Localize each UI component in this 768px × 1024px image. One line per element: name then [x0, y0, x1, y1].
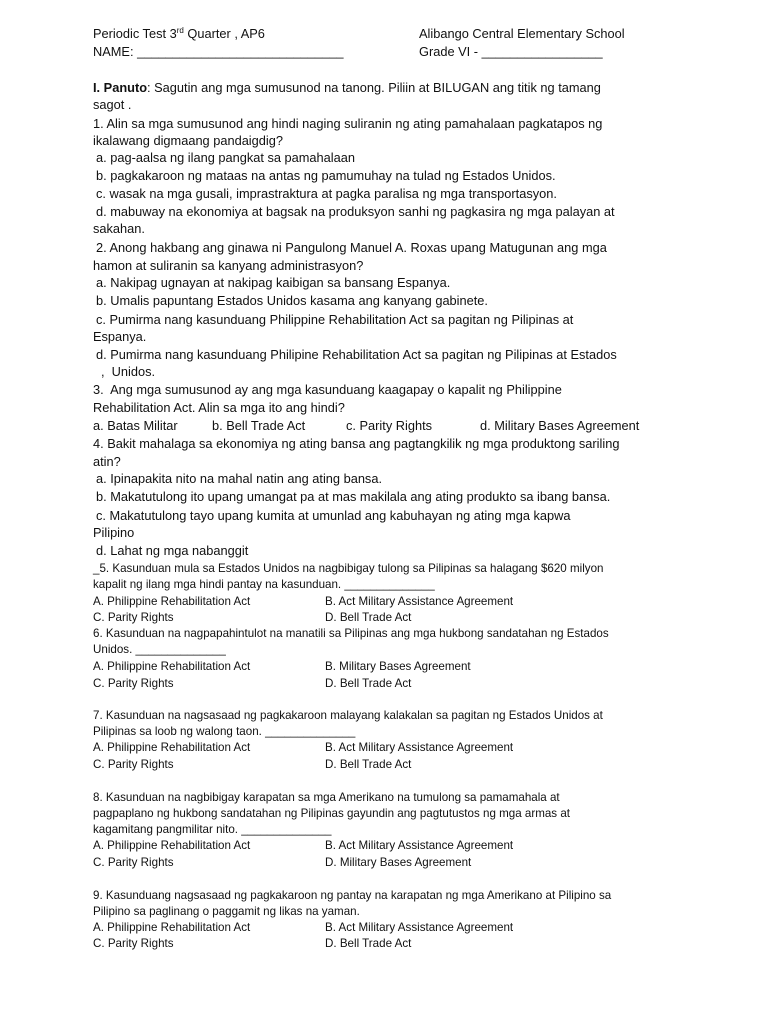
- question-3-choice-a: a. Batas Militar: [93, 418, 178, 433]
- question-4-choice-b: b. Makatutulong ito upang umangat pa at mas makilala ang ating produkto sa ibang bansa.: [96, 489, 611, 504]
- grade-blank: _________________: [481, 44, 603, 59]
- question-1-choice-d-cont: sakahan.: [93, 221, 145, 236]
- question-6-option-a: A. Philippine Rehabilitation Act: [93, 660, 251, 673]
- question-4-choice-c: c. Makatutulong tayo upang kumita at umunlad ang kabuhayan ng ating mga kapwa: [96, 508, 571, 523]
- question-8-stem: 8. Kasunduan na nagbibigay karapatan sa mga Amerikano na tumulong sa pamamahala at: [93, 791, 560, 804]
- test-title-superscript: rd: [176, 26, 184, 35]
- question-7-stem-cont: Pilipinas sa loob ng walong taon. ______________: [93, 725, 356, 738]
- question-8-option-c: C. Parity Rights: [93, 856, 174, 869]
- question-2-stem-cont: hamon at suliranin sa kanyang administrasyon?: [93, 258, 364, 273]
- question-3-stem-cont: Rehabilitation Act. Alin sa mga ito ang hindi?: [93, 400, 345, 415]
- question-6-option-c: C. Parity Rights: [93, 677, 174, 690]
- question-8-option-d: D. Military Bases Agreement: [325, 856, 472, 869]
- instructions-text: : Sagutin ang mga sumusunod na tanong. Piliin at BILUGAN ang titik ng tamang: [147, 80, 601, 95]
- question-1-choice-b: b. pagkakaroon ng mataas na antas ng pamumuhay na tulad ng Estados Unidos.: [96, 168, 556, 183]
- question-2-choice-d-cont: , Unidos.: [101, 364, 156, 379]
- test-title-main: Periodic Test 3: [93, 26, 177, 41]
- question-2-choice-c: c. Pumirma nang kasunduang Philippine Rehabilitation Act sa pagitan ng Pilipinas at: [96, 312, 574, 327]
- question-2-stem: 2. Anong hakbang ang ginawa ni Pangulong Manuel A. Roxas upang Matugunan ang mga: [96, 240, 607, 255]
- question-1-stem: 1. Alin sa mga sumusunod ang hindi naging suliranin ng ating pamahalaan pagkatapos ng: [93, 116, 603, 131]
- question-8-stem-cont-2: kagamitang pangmilitar nito. ______________: [93, 823, 332, 836]
- question-8-option-b: B. Act Military Assistance Agreement: [325, 839, 514, 852]
- question-4-choice-a: a. Ipinapakita nito na mahal natin ang ating bansa.: [96, 471, 383, 486]
- question-7-stem: 7. Kasunduan na nagsasaad ng pagkakaroon malayang kalakalan sa pagitan ng Estados Unidos at: [93, 709, 603, 722]
- test-title-rest: Quarter , AP6: [183, 26, 265, 41]
- question-3-choice-d: d. Military Bases Agreement: [480, 418, 640, 433]
- test-title: [93, 26, 265, 42]
- question-3-choice-c: c. Parity Rights: [346, 418, 433, 433]
- name-field: [93, 44, 344, 60]
- question-7-option-d: D. Bell Trade Act: [325, 758, 412, 771]
- question-5-option-b: B. Act Military Assistance Agreement: [325, 595, 514, 608]
- question-9-option-b: B. Act Military Assistance Agreement: [325, 921, 514, 934]
- question-6-stem-cont: Unidos. ______________: [93, 643, 226, 656]
- question-3-choice-b: b. Bell Trade Act: [212, 418, 306, 433]
- question-9-option-a: A. Philippine Rehabilitation Act: [93, 921, 251, 934]
- question-2-choice-b: b. Umalis papuntang Estados Unidos kasama ang kanyang gabinete.: [96, 293, 488, 308]
- question-8-stem-cont-1: pagpaplano ng hukbong sandatahan ng Pilipinas gayundin ang pagtutustos ng mga armas at: [93, 807, 570, 820]
- question-7-option-a: A. Philippine Rehabilitation Act: [93, 741, 251, 754]
- question-9-stem: 9. Kasunduang nagsasaad ng pagkakaroon ng pantay na karapatan ng mga Amerikano at Pilipino sa: [93, 889, 612, 902]
- question-9-option-c: C. Parity Rights: [93, 937, 174, 950]
- question-5-option-d: D. Bell Trade Act: [325, 611, 412, 624]
- question-5-stem: _5. Kasunduan mula sa Estados Unidos na nagbibigay tulong sa Pilipinas sa halagang $620 milyon: [93, 562, 604, 575]
- question-7-option-c: C. Parity Rights: [93, 758, 174, 771]
- question-6-option-d: D. Bell Trade Act: [325, 677, 412, 690]
- school-name: Alibango Central Elementary School: [419, 26, 625, 41]
- question-6-option-b: B. Military Bases Agreement: [325, 660, 471, 673]
- question-5-option-c: C. Parity Rights: [93, 611, 174, 624]
- question-1-choice-c: c. wasak na mga gusali, imprastraktura at pagka paralisa ng mga transportasyon.: [96, 186, 557, 201]
- question-9-stem-cont: Pilipino sa paglinang o paggamit ng likas na yaman.: [93, 905, 360, 918]
- instructions-line-2: sagot .: [93, 97, 132, 112]
- question-8-option-a: A. Philippine Rehabilitation Act: [93, 839, 251, 852]
- question-1-choice-a: a. pag-aalsa ng ilang pangkat sa pamahalaan: [96, 150, 355, 165]
- instructions-line-1: [93, 80, 601, 96]
- question-1-stem-cont: ikalawang digmaang pandaigdig?: [93, 133, 283, 148]
- question-4-choice-d: d. Lahat ng mga nabanggit: [96, 543, 249, 558]
- question-2-choice-c-cont: Espanya.: [93, 329, 147, 344]
- question-2-choice-d: d. Pumirma nang kasunduang Philipine Rehabilitation Act sa pagitan ng Pilipinas at Estados: [96, 347, 617, 362]
- grade-field: [419, 44, 603, 60]
- question-4-stem: 4. Bakit mahalaga sa ekonomiya ng ating bansa ang pagtangkilik ng mga produktong sariling: [93, 436, 620, 451]
- question-7-option-b: B. Act Military Assistance Agreement: [325, 741, 514, 754]
- question-5-option-a: A. Philippine Rehabilitation Act: [93, 595, 251, 608]
- question-1-choice-d: d. mabuway na ekonomiya at bagsak na produksyon sanhi ng pagkasira ng mga palayan at: [96, 204, 615, 219]
- name-label: NAME:: [93, 44, 138, 59]
- question-9-option-d: D. Bell Trade Act: [325, 937, 412, 950]
- name-blank: _____________________________: [137, 44, 344, 59]
- grade-label: Grade VI -: [419, 44, 482, 59]
- instructions-label: I. Panuto: [93, 80, 148, 95]
- question-4-stem-cont: atin?: [93, 454, 121, 469]
- question-3-stem: 3. Ang mga sumusunod ay ang mga kasunduang kaagapay o kapalit ng Philippine: [93, 382, 562, 397]
- question-5-stem-cont: kapalit ng ilang mga hindi pantay na kasunduan. ______________: [93, 578, 435, 591]
- question-2-choice-a: a. Nakipag ugnayan at nakipag kaibigan sa bansang Espanya.: [96, 275, 451, 290]
- question-4-choice-c-cont: Pilipino: [93, 525, 135, 540]
- question-6-stem: 6. Kasunduan na nagpapahintulot na manatili sa Pilipinas ang mga hukbong sandatahan ng Estados: [93, 627, 609, 640]
